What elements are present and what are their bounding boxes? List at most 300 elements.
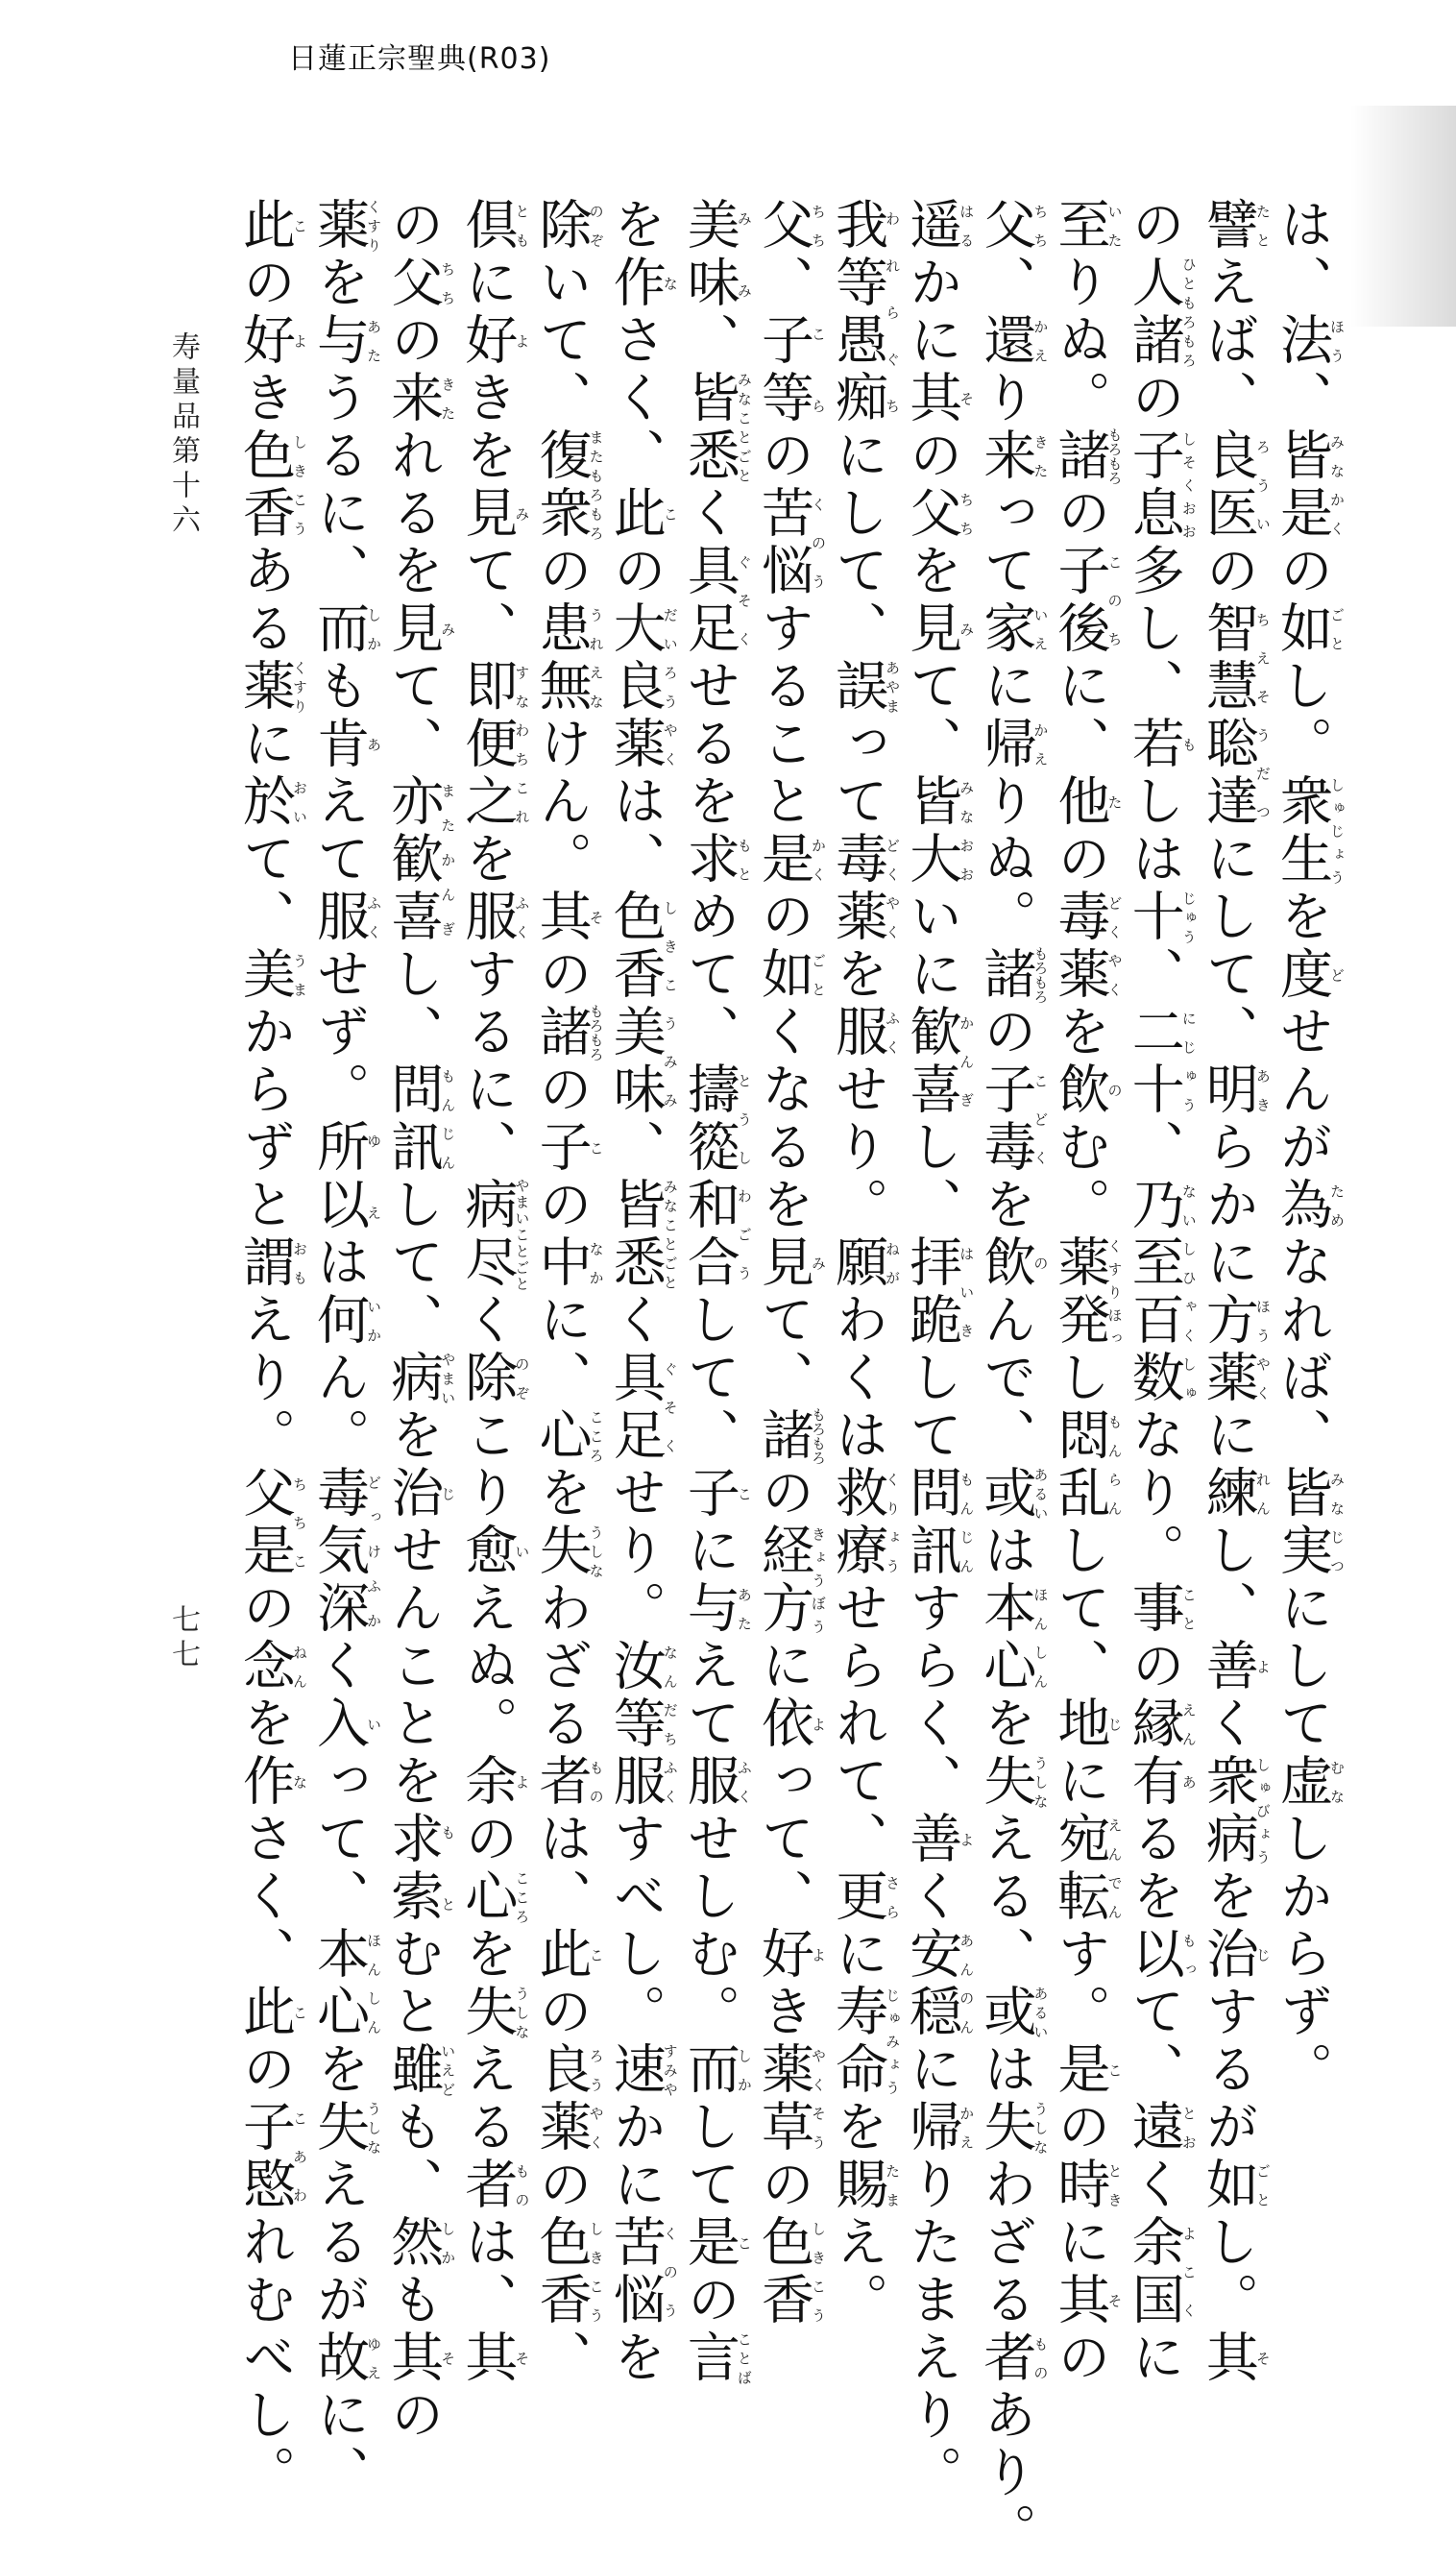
furigana: あるい [1031, 1465, 1050, 1523]
kana-text: に [1197, 1407, 1259, 1465]
kanji-text: 如 [1271, 600, 1333, 658]
kanji-text: 而 [308, 600, 371, 658]
ruby-word [382, 2214, 457, 2272]
kana-text: を [604, 197, 667, 255]
kanji-text: 寿命 [827, 1984, 889, 2099]
furigana: たま [884, 2157, 902, 2214]
ruby-word [1049, 543, 1124, 658]
ruby-word [308, 2099, 383, 2157]
kanji-text: 者 [975, 2329, 1037, 2387]
kanji-text: 譬 [1197, 197, 1259, 255]
kanji-text: 本心 [308, 1926, 371, 2041]
kanji-text: 家 [975, 600, 1037, 658]
furigana: とき [1105, 2157, 1124, 2214]
ruby-word [1123, 1926, 1198, 1984]
kana-text: の [234, 255, 296, 312]
kanji-text: 色香 [752, 2214, 814, 2329]
ruby-word [308, 1695, 383, 1753]
furigana: れん [1253, 1465, 1272, 1523]
kana-text: せるを [678, 658, 740, 831]
kanji-text: 雖 [382, 2041, 445, 2099]
ruby-word [530, 1119, 605, 1177]
furigana: うしな [365, 2099, 383, 2157]
furigana: あた [735, 1580, 753, 1638]
furigana: あた [365, 312, 383, 370]
furigana: もんじん [958, 1465, 976, 1580]
ruby-word [678, 370, 753, 485]
kanji-text: 美 [234, 946, 296, 1004]
kanji-text: 方薬 [1197, 1292, 1259, 1407]
ruby-word [827, 1004, 902, 1061]
furigana: えん [1179, 1695, 1198, 1753]
scan-edge-shading [1350, 106, 1456, 327]
kana-text: の [1271, 543, 1333, 600]
kana-text: し、 [901, 1119, 963, 1234]
kana-text: にして [1271, 1580, 1333, 1753]
ruby-word [1197, 1465, 1272, 1523]
ruby-word [1271, 1753, 1346, 1811]
kanji-text: 病尽 [456, 1177, 519, 1292]
furigana: しか [735, 2041, 753, 2099]
furigana: のぞ [587, 197, 605, 255]
kanji-text: 還 [975, 312, 1037, 370]
ruby-word [975, 312, 1050, 370]
kana-text: き [752, 1984, 814, 2041]
ruby-word [1123, 1695, 1198, 1753]
furigana: もの [513, 2157, 531, 2214]
ruby-word [1197, 2157, 1272, 2214]
ruby-word [234, 427, 308, 543]
ruby-word [901, 600, 976, 658]
kana-text: すらく、 [901, 1580, 963, 1811]
kanji-text: 依 [752, 1695, 814, 1753]
kanji-text: 其 [1049, 2272, 1111, 2329]
kana-text: を [1271, 889, 1333, 946]
text-column-4 [1049, 197, 1124, 2387]
kana-text: の [530, 2157, 593, 2214]
kana-text: は [975, 1523, 1037, 1580]
ruby-word [901, 2099, 976, 2157]
ruby-word [1049, 1234, 1124, 1350]
furigana: もと [735, 831, 753, 889]
kanji-text: 求 [678, 831, 740, 889]
furigana: やくそう [809, 2041, 827, 2157]
ruby-word [530, 1926, 605, 1984]
kana-text: 、 [752, 255, 814, 312]
kana-text: からずと [234, 1004, 296, 1234]
kanji-text: 是 [1049, 2041, 1111, 2099]
kana-text: せず。 [308, 946, 371, 1119]
kana-text: え。 [827, 2214, 889, 2329]
furigana: やまいことごと [513, 1177, 531, 1292]
kana-text: 、 [678, 312, 740, 370]
ruby-word [975, 716, 1050, 773]
ruby-word [975, 427, 1050, 485]
kanji-text: 治 [382, 1465, 445, 1523]
kanji-text: 歓喜 [901, 1004, 963, 1119]
ruby-word [975, 197, 1050, 255]
furigana: こ [735, 1465, 753, 1523]
ruby-word [456, 1523, 531, 1580]
furigana: ねが [884, 1234, 902, 1292]
kanji-text: 薬発 [1049, 1234, 1111, 1350]
kanji-text: 治 [1197, 1926, 1259, 1984]
furigana: あるい [1031, 1984, 1050, 2041]
kanji-text: 好 [234, 312, 296, 370]
furigana: じ [439, 1465, 457, 1523]
kana-text: せんが [1271, 1004, 1333, 1177]
ruby-word [678, 831, 753, 889]
ruby-word [456, 1177, 531, 1292]
kanji-text: 病 [382, 1350, 445, 1407]
furigana: ため [1327, 1177, 1346, 1234]
kana-text: の [752, 427, 814, 485]
kana-text: を [1197, 1868, 1259, 1926]
ruby-word [308, 1292, 383, 1350]
kanji-text: 本心 [975, 1580, 1037, 1695]
kanji-text: 余国 [1123, 2214, 1185, 2329]
ruby-word [1271, 773, 1346, 889]
furigana: こ [291, 197, 308, 255]
ruby-word [1197, 427, 1272, 543]
ruby-word [975, 2099, 1050, 2157]
kanji-text: 善 [1197, 1638, 1259, 1695]
ruby-word [456, 889, 531, 946]
ruby-word [1123, 427, 1198, 543]
furigana: ごと [1253, 2157, 1272, 2214]
furigana: ごと [809, 946, 827, 1004]
furigana: そ [958, 370, 976, 427]
kanji-text: 見 [456, 485, 519, 543]
kanji-text: 薬草 [752, 2041, 814, 2157]
ruby-word [975, 1465, 1050, 1523]
ruby-word [827, 1234, 902, 1292]
ruby-word [1271, 1177, 1346, 1234]
kana-text: わざる [530, 1580, 593, 1753]
furigana: み [809, 1234, 827, 1292]
furigana: こ [661, 485, 679, 543]
kanji-text: 求索 [382, 1811, 445, 1926]
kanji-text: 明 [1197, 1061, 1259, 1119]
kanji-text: 患無 [530, 600, 593, 716]
kanji-text: 飲 [1049, 1061, 1111, 1119]
kanji-text: 如 [752, 946, 814, 1004]
ruby-word [678, 1061, 753, 1292]
kanji-text: 此 [234, 197, 296, 255]
kanji-text: 諸 [530, 1004, 593, 1061]
furigana: きた [1031, 427, 1050, 485]
furigana: もろもろ [587, 1004, 605, 1061]
ruby-word [456, 2329, 531, 2387]
ruby-word [604, 2214, 679, 2329]
ruby-word [382, 255, 457, 312]
kana-text: の [1197, 543, 1259, 600]
kana-text: に、 [1049, 658, 1111, 773]
furigana: ふく [735, 1753, 753, 1811]
furigana: み [439, 600, 457, 658]
scripture-text-block [234, 197, 1346, 2560]
ruby-word [752, 831, 827, 889]
ruby-word [382, 1811, 457, 1926]
kanji-text: 父 [752, 197, 814, 255]
kana-text: めて、 [678, 889, 740, 1061]
furigana: も [1179, 716, 1198, 773]
kana-text: 、 [530, 2329, 593, 2387]
ruby-word [530, 889, 605, 946]
kanji-text: 飲 [975, 1234, 1037, 1292]
ruby-word [678, 1580, 753, 1638]
furigana: もと [439, 1811, 457, 1926]
kanji-text: 皆悉 [678, 370, 740, 485]
kana-text: に [1049, 2214, 1111, 2272]
kanji-text: 服 [678, 1753, 740, 1811]
kanji-text: 謂 [234, 1234, 296, 1292]
kana-text: を [1049, 1004, 1111, 1061]
furigana: ちち [958, 485, 976, 543]
kanji-text: 宛転 [1049, 1811, 1111, 1926]
ruby-word [827, 658, 902, 716]
kana-text: も [382, 2272, 445, 2329]
ruby-word [456, 1984, 531, 2041]
ruby-word [1049, 2041, 1124, 2099]
kanji-text: 好 [752, 1926, 814, 1984]
kanji-text: 毒薬 [827, 831, 889, 946]
kana-text: えり。 [234, 1292, 296, 1465]
furigana: ふく [365, 889, 383, 946]
ruby-word [975, 600, 1050, 658]
ruby-word [678, 197, 753, 312]
ruby-word [901, 370, 976, 427]
ruby-word [1197, 197, 1272, 255]
furigana: たと [1253, 197, 1272, 255]
ruby-word [530, 1234, 605, 1292]
ruby-word [234, 658, 308, 716]
kanji-text: 至 [1049, 197, 1111, 255]
kanji-text: 其 [901, 370, 963, 427]
furigana: もっ [1179, 1926, 1198, 1984]
furigana: しゅじょう [1327, 773, 1346, 889]
furigana: かく [809, 831, 827, 889]
kana-text: は、 [530, 1811, 593, 1926]
kana-text: なり。 [1123, 1407, 1185, 1580]
furigana: じ [1253, 1926, 1272, 1984]
furigana: しゅびょう [1253, 1753, 1272, 1868]
ruby-word [752, 485, 827, 600]
kanji-text: 悶乱 [1049, 1407, 1111, 1523]
kanji-text: 皆実 [1271, 1465, 1333, 1580]
furigana: こと [1179, 1580, 1198, 1638]
kana-text: く [456, 1292, 519, 1350]
ruby-word [1049, 1695, 1124, 1753]
furigana: ど [1327, 946, 1346, 1004]
kanji-text: 失 [530, 1523, 593, 1580]
kana-text: の [752, 1465, 814, 1523]
ruby-word [827, 2157, 902, 2214]
furigana: うま [291, 946, 308, 1004]
kanji-text: 念 [234, 1638, 296, 1695]
kanji-text: 肯 [308, 716, 371, 773]
furigana: こ [291, 1984, 308, 2041]
ruby-word [901, 1811, 976, 1868]
furigana: い [513, 1523, 531, 1580]
kanji-text: 亦歓喜 [382, 773, 445, 946]
kana-text: て、 [901, 658, 963, 773]
kana-text: けん。 [530, 716, 593, 889]
text-column-6 [901, 197, 976, 2502]
kanji-text: 拝跪 [901, 1234, 963, 1350]
text-column-11 [530, 197, 605, 2387]
ruby-word [308, 1926, 383, 2041]
ruby-word [530, 197, 605, 255]
furigana: ちえそうだつ [1253, 600, 1272, 831]
furigana: かんぎ [958, 1004, 976, 1119]
furigana: すみや [661, 2041, 679, 2099]
kana-text: く [1123, 2157, 1185, 2214]
furigana: ぐそく [661, 1350, 679, 1465]
kana-text: を [530, 1465, 593, 1523]
ruby-word [901, 1926, 976, 2041]
ruby-word [530, 2214, 605, 2329]
ruby-word [1123, 1177, 1198, 1407]
ruby-word [1123, 889, 1198, 946]
kanji-text: 更 [827, 1868, 889, 1926]
kana-text: の [234, 1580, 296, 1638]
furigana: こ [1105, 2041, 1124, 2099]
furigana: もの [1031, 2329, 1050, 2387]
furigana: そ [587, 889, 605, 946]
ruby-word [382, 600, 457, 658]
ruby-word [1123, 2214, 1198, 2329]
kanji-text: 子 [678, 1465, 740, 1523]
furigana: くのう [661, 2214, 679, 2329]
ruby-word [678, 1753, 753, 1811]
kanji-text: 者 [456, 2157, 519, 2214]
ruby-word [752, 312, 827, 427]
ruby-word [308, 1465, 383, 1638]
ruby-word [752, 197, 827, 255]
furigana: よ [809, 1695, 827, 1753]
ruby-word [752, 1695, 827, 1753]
ruby-word [456, 2157, 531, 2214]
furigana: みなことごと [735, 370, 753, 485]
ruby-word [827, 831, 902, 946]
ruby-word [901, 197, 976, 255]
furigana: ろうやく [587, 2041, 605, 2157]
ruby-word [604, 600, 679, 773]
kanji-text: 見 [752, 1234, 814, 1292]
kanji-text: 経方 [752, 1523, 814, 1638]
text-column-9 [678, 197, 753, 2387]
kana-text: せられて、 [827, 1580, 889, 1868]
furigana: ろうい [1253, 427, 1272, 543]
kanji-text: 諸 [975, 946, 1037, 1004]
kana-text: の [1123, 370, 1185, 427]
kana-text: の [752, 2157, 814, 2214]
furigana: なか [587, 1234, 605, 1292]
kana-text: して、 [678, 1292, 740, 1465]
kanji-text: 他 [1049, 773, 1111, 831]
text-column-3 [1123, 197, 1198, 2387]
kana-text: かに [604, 2099, 667, 2214]
kana-text: り [975, 370, 1037, 427]
text-column-13 [382, 197, 457, 2445]
text-column-5 [975, 197, 1050, 2560]
furigana: あ [1179, 1753, 1198, 1811]
furigana: しか [365, 600, 383, 658]
kanji-text: 願 [827, 1234, 889, 1292]
ruby-word [456, 1753, 531, 1811]
ruby-word [1123, 1004, 1198, 1119]
furigana: みなじつ [1327, 1465, 1346, 1580]
text-column-1 [1271, 197, 1346, 2099]
kanji-text: 子等 [752, 312, 814, 427]
kana-text: って [975, 485, 1037, 600]
furigana: えんでん [1105, 1811, 1124, 1926]
kanji-text: 為 [1271, 1177, 1333, 1234]
kanji-text: 大良薬 [604, 600, 667, 773]
ruby-word [456, 1350, 531, 1407]
ruby-word [752, 2214, 827, 2329]
ruby-word [1271, 1465, 1346, 1580]
kana-text: うるに、 [308, 370, 371, 600]
kanji-text: 父 [975, 197, 1037, 255]
kanji-text: 其 [382, 2329, 445, 2387]
kanji-text: 衆生 [1271, 773, 1333, 889]
ruby-word [975, 1234, 1050, 1292]
kana-text: すべし。 [604, 1811, 667, 2041]
kana-text: 、 [1123, 1119, 1185, 1177]
ruby-word [827, 1984, 902, 2099]
furigana: おい [291, 773, 308, 831]
kana-text: いて、 [530, 255, 593, 427]
kanji-text: 来 [975, 427, 1037, 485]
furigana: はる [958, 197, 976, 255]
kana-text: に、 [530, 1292, 593, 1407]
furigana: きた [439, 370, 457, 427]
kana-text: らかに [1197, 1119, 1259, 1292]
ruby-word [752, 1523, 827, 1638]
kanji-text: 此 [604, 485, 667, 543]
kana-text: の [975, 1004, 1037, 1061]
furigana: ちちこ [291, 1465, 308, 1580]
ruby-word [382, 2041, 457, 2099]
kanji-text: 遠 [1123, 2099, 1185, 2157]
furigana: よ [1253, 1638, 1272, 1695]
ruby-word [1197, 600, 1272, 831]
ruby-word [1123, 1580, 1198, 1638]
kana-text: に [234, 716, 296, 773]
kanji-text: 苦悩 [752, 485, 814, 600]
kana-text: に [975, 658, 1037, 716]
kana-text: えるが [308, 2157, 371, 2329]
furigana: みなおお [958, 773, 976, 889]
kana-text: するに、 [456, 946, 519, 1177]
kana-text: の [1049, 2099, 1111, 2157]
kana-text: は [308, 1234, 371, 1292]
kanji-text: 毒薬 [1049, 889, 1111, 1004]
kana-text: しは [1123, 773, 1185, 889]
furigana: しそくおお [1179, 427, 1198, 543]
kanji-text: 余 [456, 1753, 519, 1811]
kanji-text: 乃至百数 [1123, 1177, 1185, 1407]
ruby-word [456, 312, 531, 370]
furigana: かえ [1031, 312, 1050, 370]
kanji-text: 諸 [752, 1407, 814, 1465]
kana-text: にして、 [827, 427, 889, 658]
furigana: さら [884, 1868, 902, 1926]
furigana: こあわ [291, 2099, 308, 2214]
kana-text: は、 [604, 773, 667, 889]
